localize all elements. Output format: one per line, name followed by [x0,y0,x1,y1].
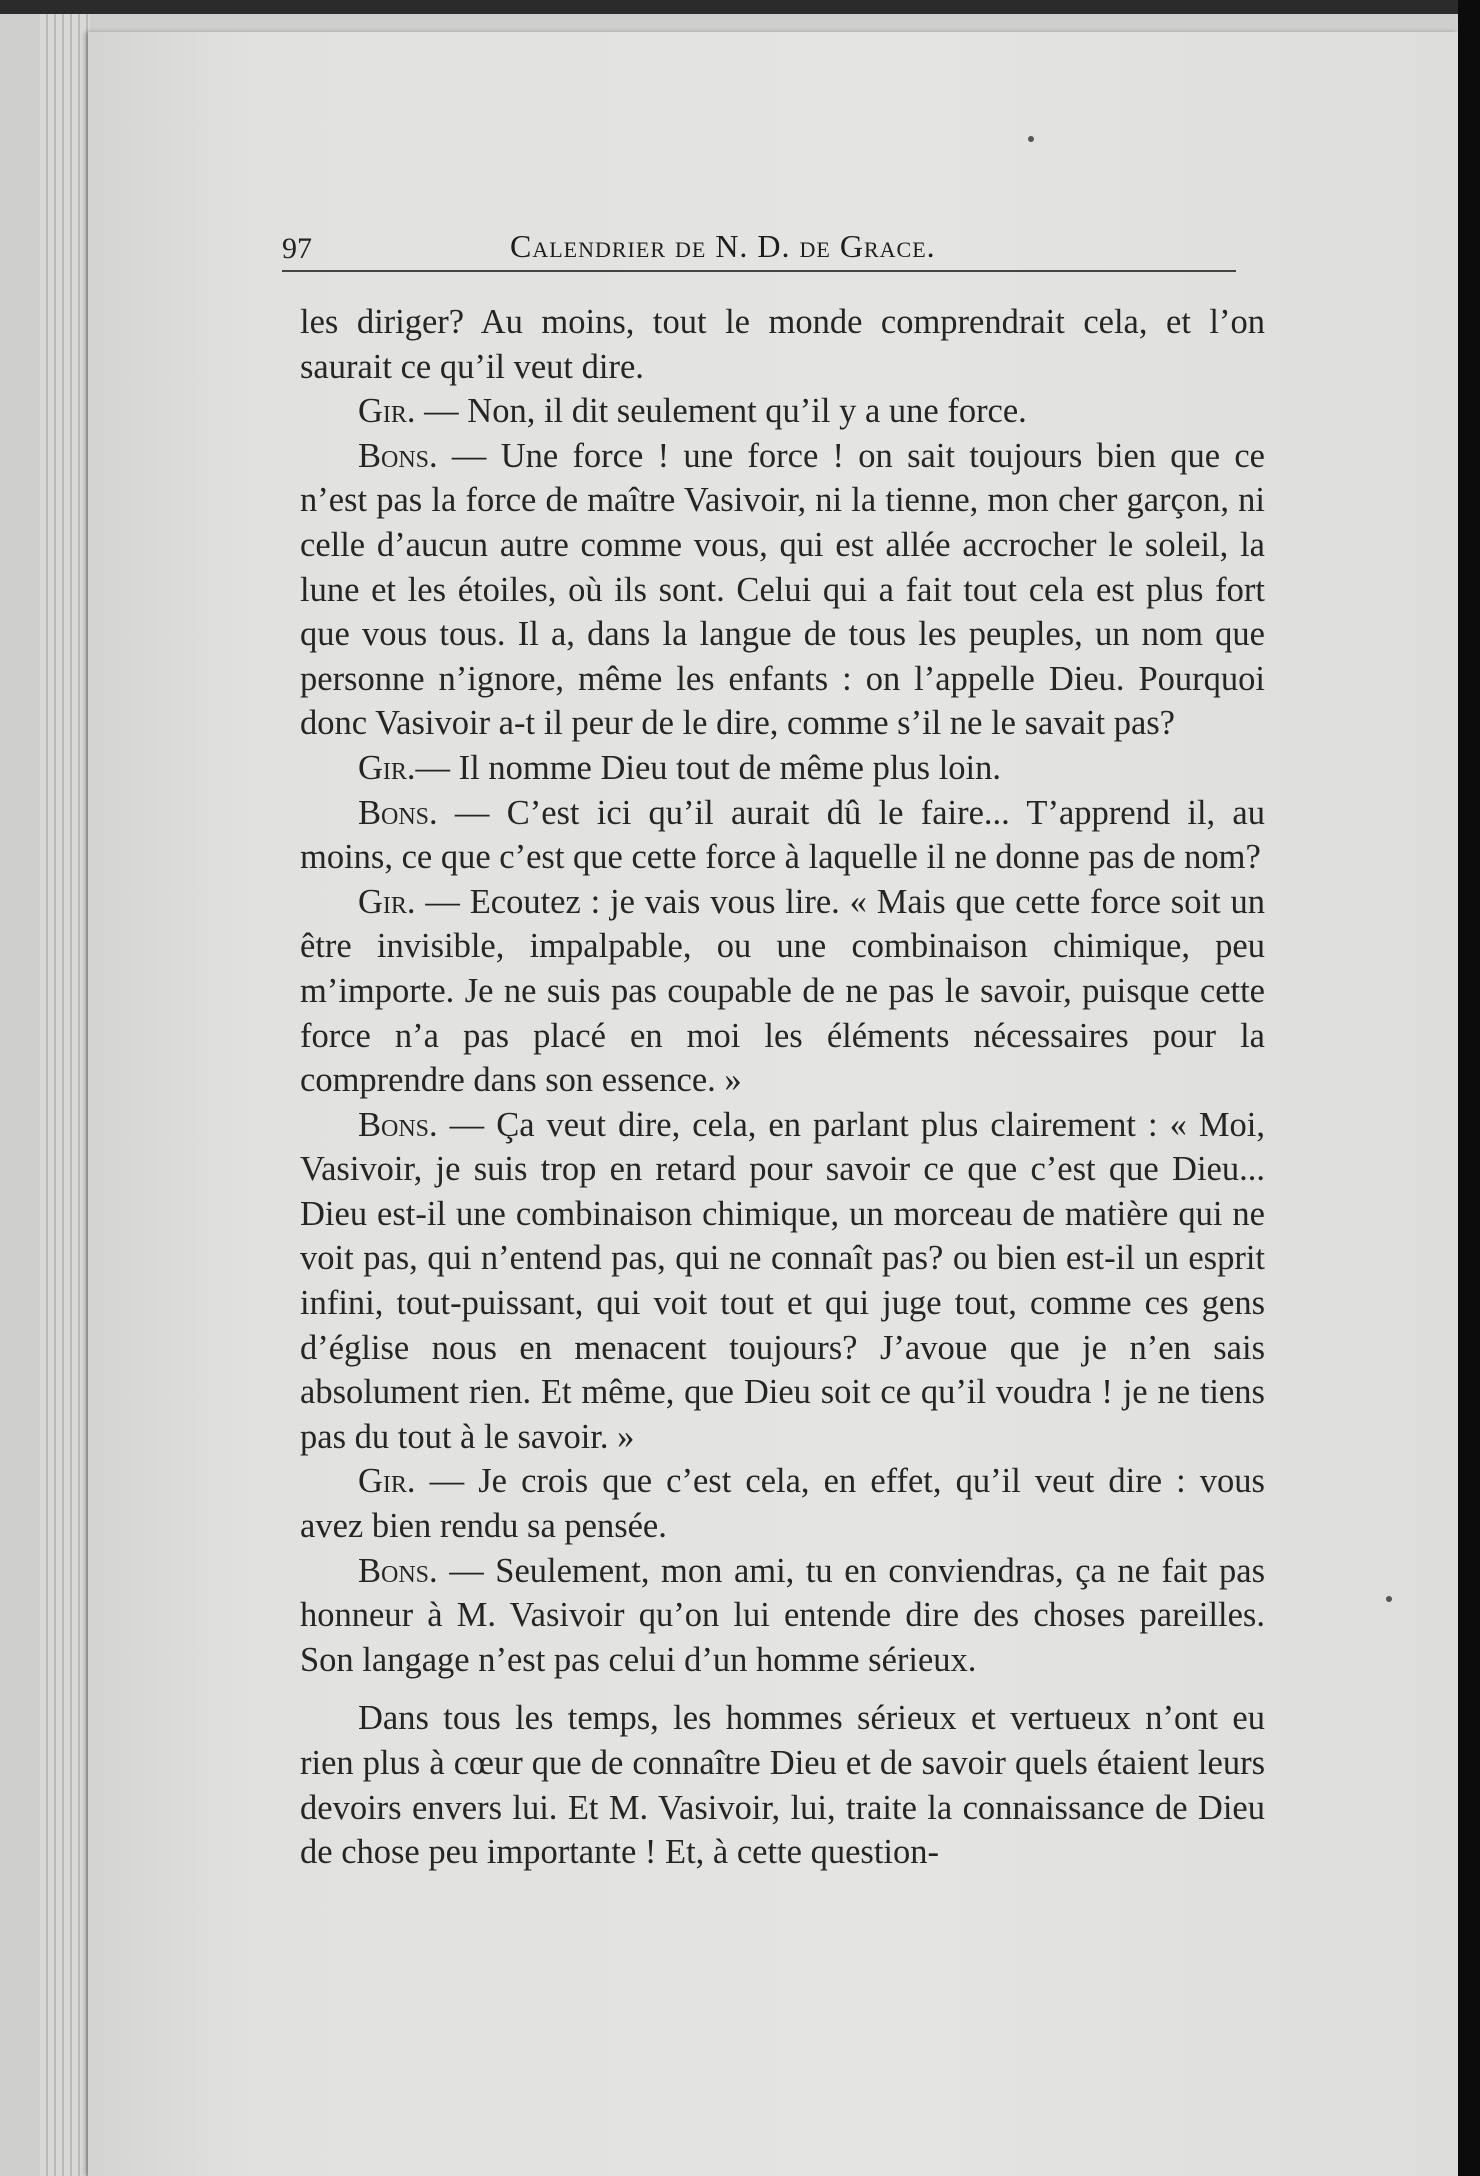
paragraph-5 [300,791,1265,880]
paragraph-text: les diriger? Au moins, tout le monde comprendrait cela, et l’on saurait ce qu’il veut dire. [300,303,1265,386]
scan-speck [1386,1596,1392,1602]
paragraph-6 [300,880,1265,1103]
paragraph-text: — Ecoutez : je vais vous lire. « Mais que cette force soit un être invisible, impalpable, ou une combinaison chimique, peu m’importe. Je ne suis pas coupable de ne pas le savoir, puisque cette force n’a pas placé en moi les éléments nécessaires pour la comprendre dans son essence. » [300,882,1265,1100]
paragraph-text: — Ça veut dire, cela, en parlant plus clairement : « Moi, Vasivoir, je suis trop en retard pour savoir ce que c’est que Dieu... Dieu est-il une combinaison chimique, un morceau de matière qui ne voit pas, qui n’entend pas, qui ne connaît pas? ou bien est-il un esprit infini, tout-puissant, qui voit tout et qui juge tout, comme ces gens d’église nous en menacent toujours? J’avoue que je n’en sais absolument rien. Et même, que Dieu soit ce qu’il voudra ! je ne tiens pas du tout à le savoir. » [300,1105,1265,1456]
speaker-label: Gir. [358,1462,416,1501]
speaker-label: Gir. [358,882,416,921]
scan-right-edge [1458,0,1480,2176]
paragraph-1 [300,300,1265,389]
paragraph-4 [300,746,1265,791]
paragraph-10 [300,1696,1265,1874]
scan-speck [1028,136,1034,142]
speaker-label: Bons. [358,436,438,475]
body-text [300,300,1265,1875]
scan-top-edge [0,0,1480,14]
paragraph-text: — Seulement, mon ami, tu en conviendras, ça ne fait pas honneur à M. Vasivoir qu’on lui entende dire des choses pareilles. Son langage n’est pas celui d’un homme sérieux. [300,1551,1265,1679]
paragraph-9 [300,1549,1265,1683]
paragraph-text: — C’est ici qu’il aurait dû le faire... T’apprend il, au moins, ce que c’est que cette force à laquelle il ne donne pas de nom? [300,793,1265,877]
speaker-label: Bons. [358,793,438,832]
paragraph-8 [300,1459,1265,1548]
paragraph-text: — Il nomme Dieu tout de même plus loin. [415,748,1002,787]
speaker-label: Gir. [358,392,416,431]
paragraph-text: — Non, il dit seulement qu’il y a une force. [415,392,1027,431]
paragraph-text: — Une force ! une force ! on sait toujours bien que ce n’est pas la force de maître Vasivoir, ni la tienne, mon cher garçon, ni celle d’aucun autre comme vous, qui est allée accrocher le soleil, la lune et les étoiles, où ils sont. Celui qui a fait tout cela est plus fort que vous tous. Il a, dans la langue de tous les peuples, un nom que personne n’ignore, même les enfants : on l’appelle Dieu. Pourquoi donc Vasivoir a-t il peur de le dire, comme s’il ne le savait pas? [300,436,1265,743]
paragraph-2 [300,389,1265,434]
paragraph-text: Dans tous les temps, les hommes sérieux et vertueux n’ont eu rien plus à cœur que de connaître Dieu et de savoir quels étaient leurs devoirs envers lui. Et M. Vasivoir, lui, traite la connaissance de Dieu de chose peu importante ! Et, à cette question- [300,1699,1265,1872]
running-title: Calendrier de N. D. de Grace. [510,228,936,264]
paragraph-text: — Je crois que c’est cela, en effet, qu’il veut dire : vous avez bien rendu sa pensée. [300,1462,1265,1546]
paragraph-7 [300,1103,1265,1460]
page-number: 97 [282,232,312,265]
page-header [282,224,1236,272]
speaker-label: Bons. [358,1551,438,1590]
speaker-label: Bons. [358,1105,438,1144]
paragraph-3 [300,434,1265,746]
speaker-label: Gir. [358,748,416,787]
